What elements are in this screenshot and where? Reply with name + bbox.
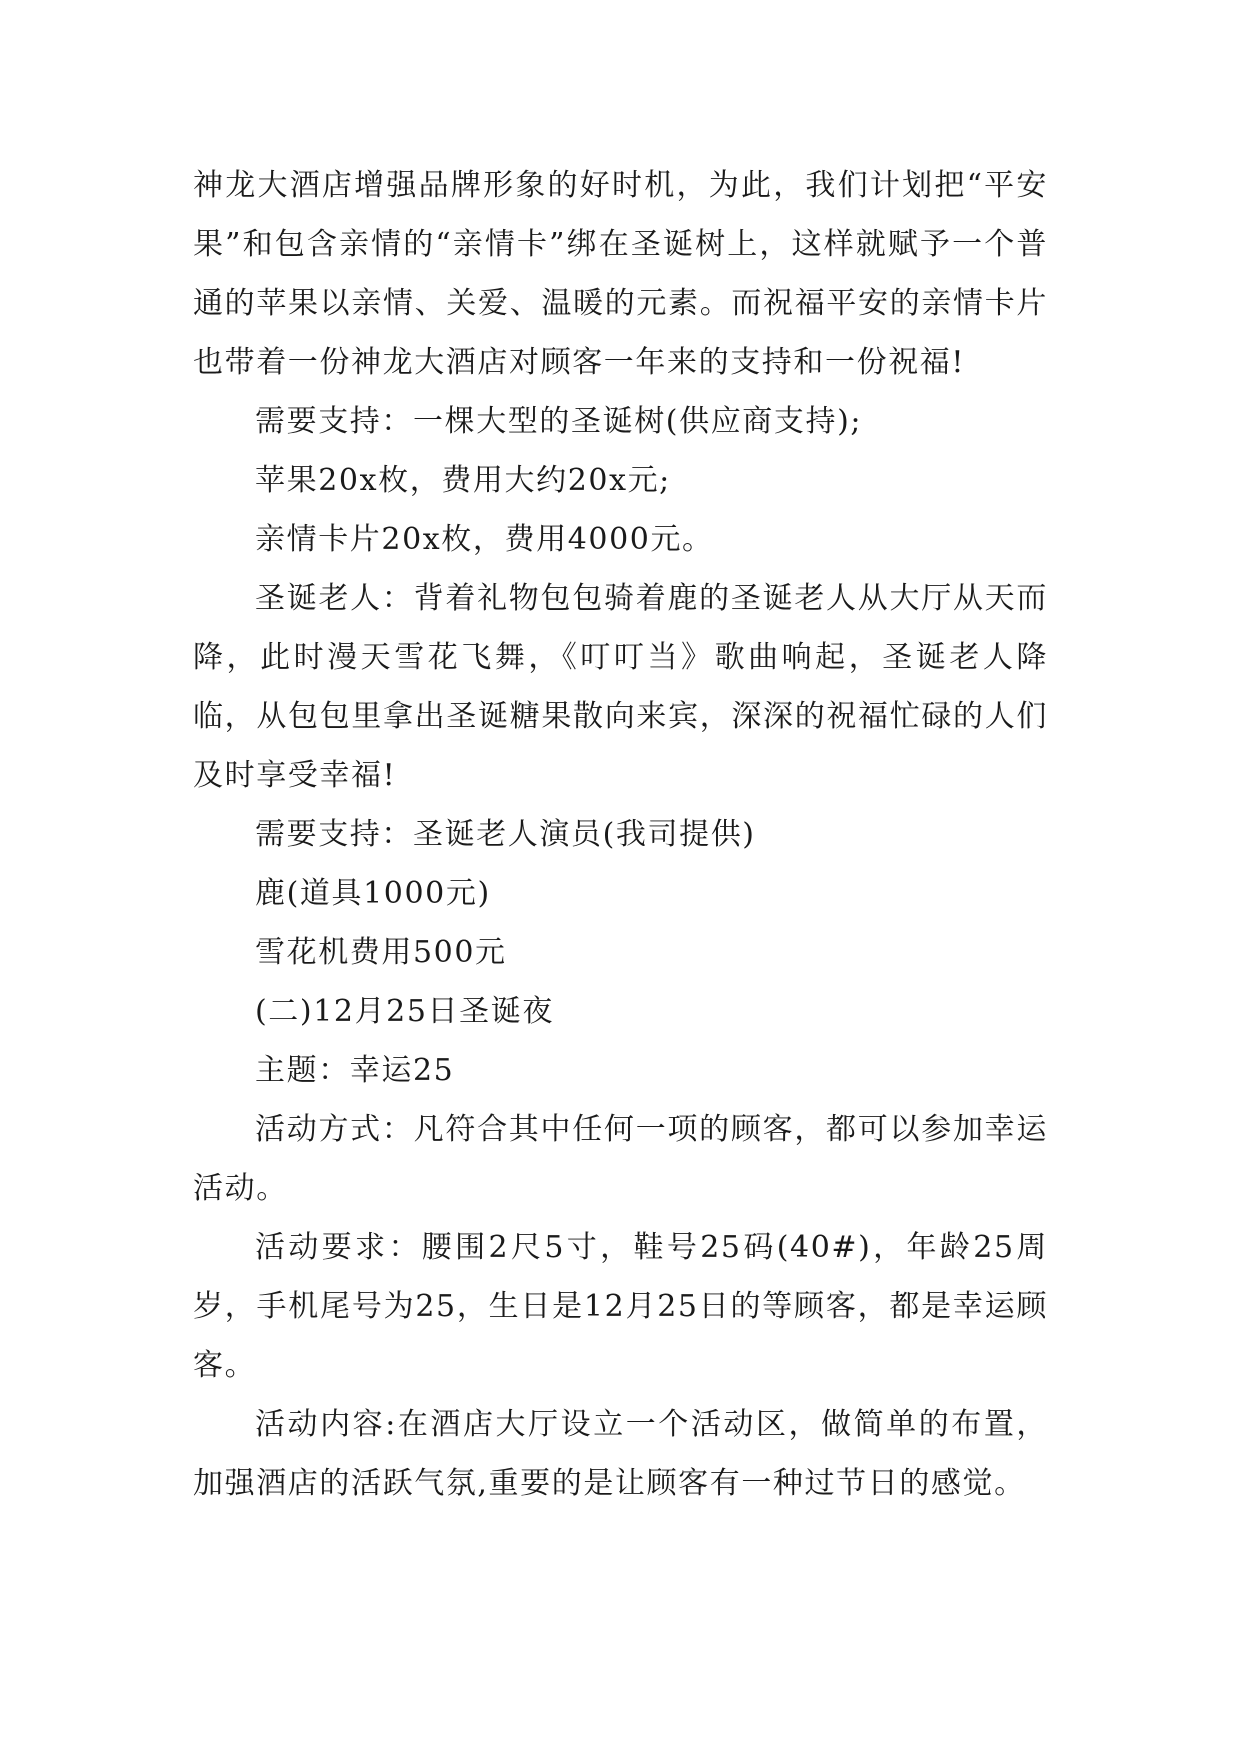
paragraph: 圣诞老人：背着礼物包包骑着鹿的圣诞老人从大厅从天而降，此时漫天雪花飞舞，《叮叮当》歌曲响起，圣诞老人降临，从包包里拿出圣诞糖果散向来宾，深深的祝福忙碌的人们及时享受幸福! [193, 581, 1048, 793]
paragraph: 需要支持：一棵大型的圣诞树(供应商支持); [255, 404, 863, 439]
section-heading: (二)12月25日圣诞夜 [255, 994, 554, 1029]
paragraph: 亲情卡片20x枚，费用4000元。 [255, 522, 714, 557]
paragraph: 活动内容:在酒店大厅设立一个活动区，做简单的布置，加强酒店的活跃气氛,重要的是让顾客有一种过节日的感觉。 [193, 1407, 1048, 1501]
paragraph: 神龙大酒店增强品牌形象的好时机，为此，我们计划把“平安果”和包含亲情的“亲情卡”绑在圣诞树上，这样就赋予一个普通的苹果以亲情、关爱、温暖的元素。而祝福平安的亲情卡片也带着一份神龙大酒店对顾客一年来的支持和一份祝福! [193, 168, 1048, 380]
paragraph: 雪花机费用500元 [255, 935, 507, 970]
paragraph: 需要支持：圣诞老人演员(我司提供) [255, 817, 756, 852]
paragraph: 活动要求：腰围2尺5寸，鞋号25码(40#)，年龄25周岁，手机尾号为25，生日是12月25日的等顾客，都是幸运顾客。 [193, 1230, 1048, 1383]
paragraph: 主题：幸运25 [255, 1053, 455, 1088]
paragraph: 活动方式：凡符合其中任何一项的顾客，都可以参加幸运活动。 [193, 1112, 1048, 1206]
paragraph: 鹿(道具1000元) [255, 876, 491, 911]
document-body [193, 156, 1048, 1513]
paragraph: 苹果20x枚，费用大约20x元; [255, 463, 671, 498]
